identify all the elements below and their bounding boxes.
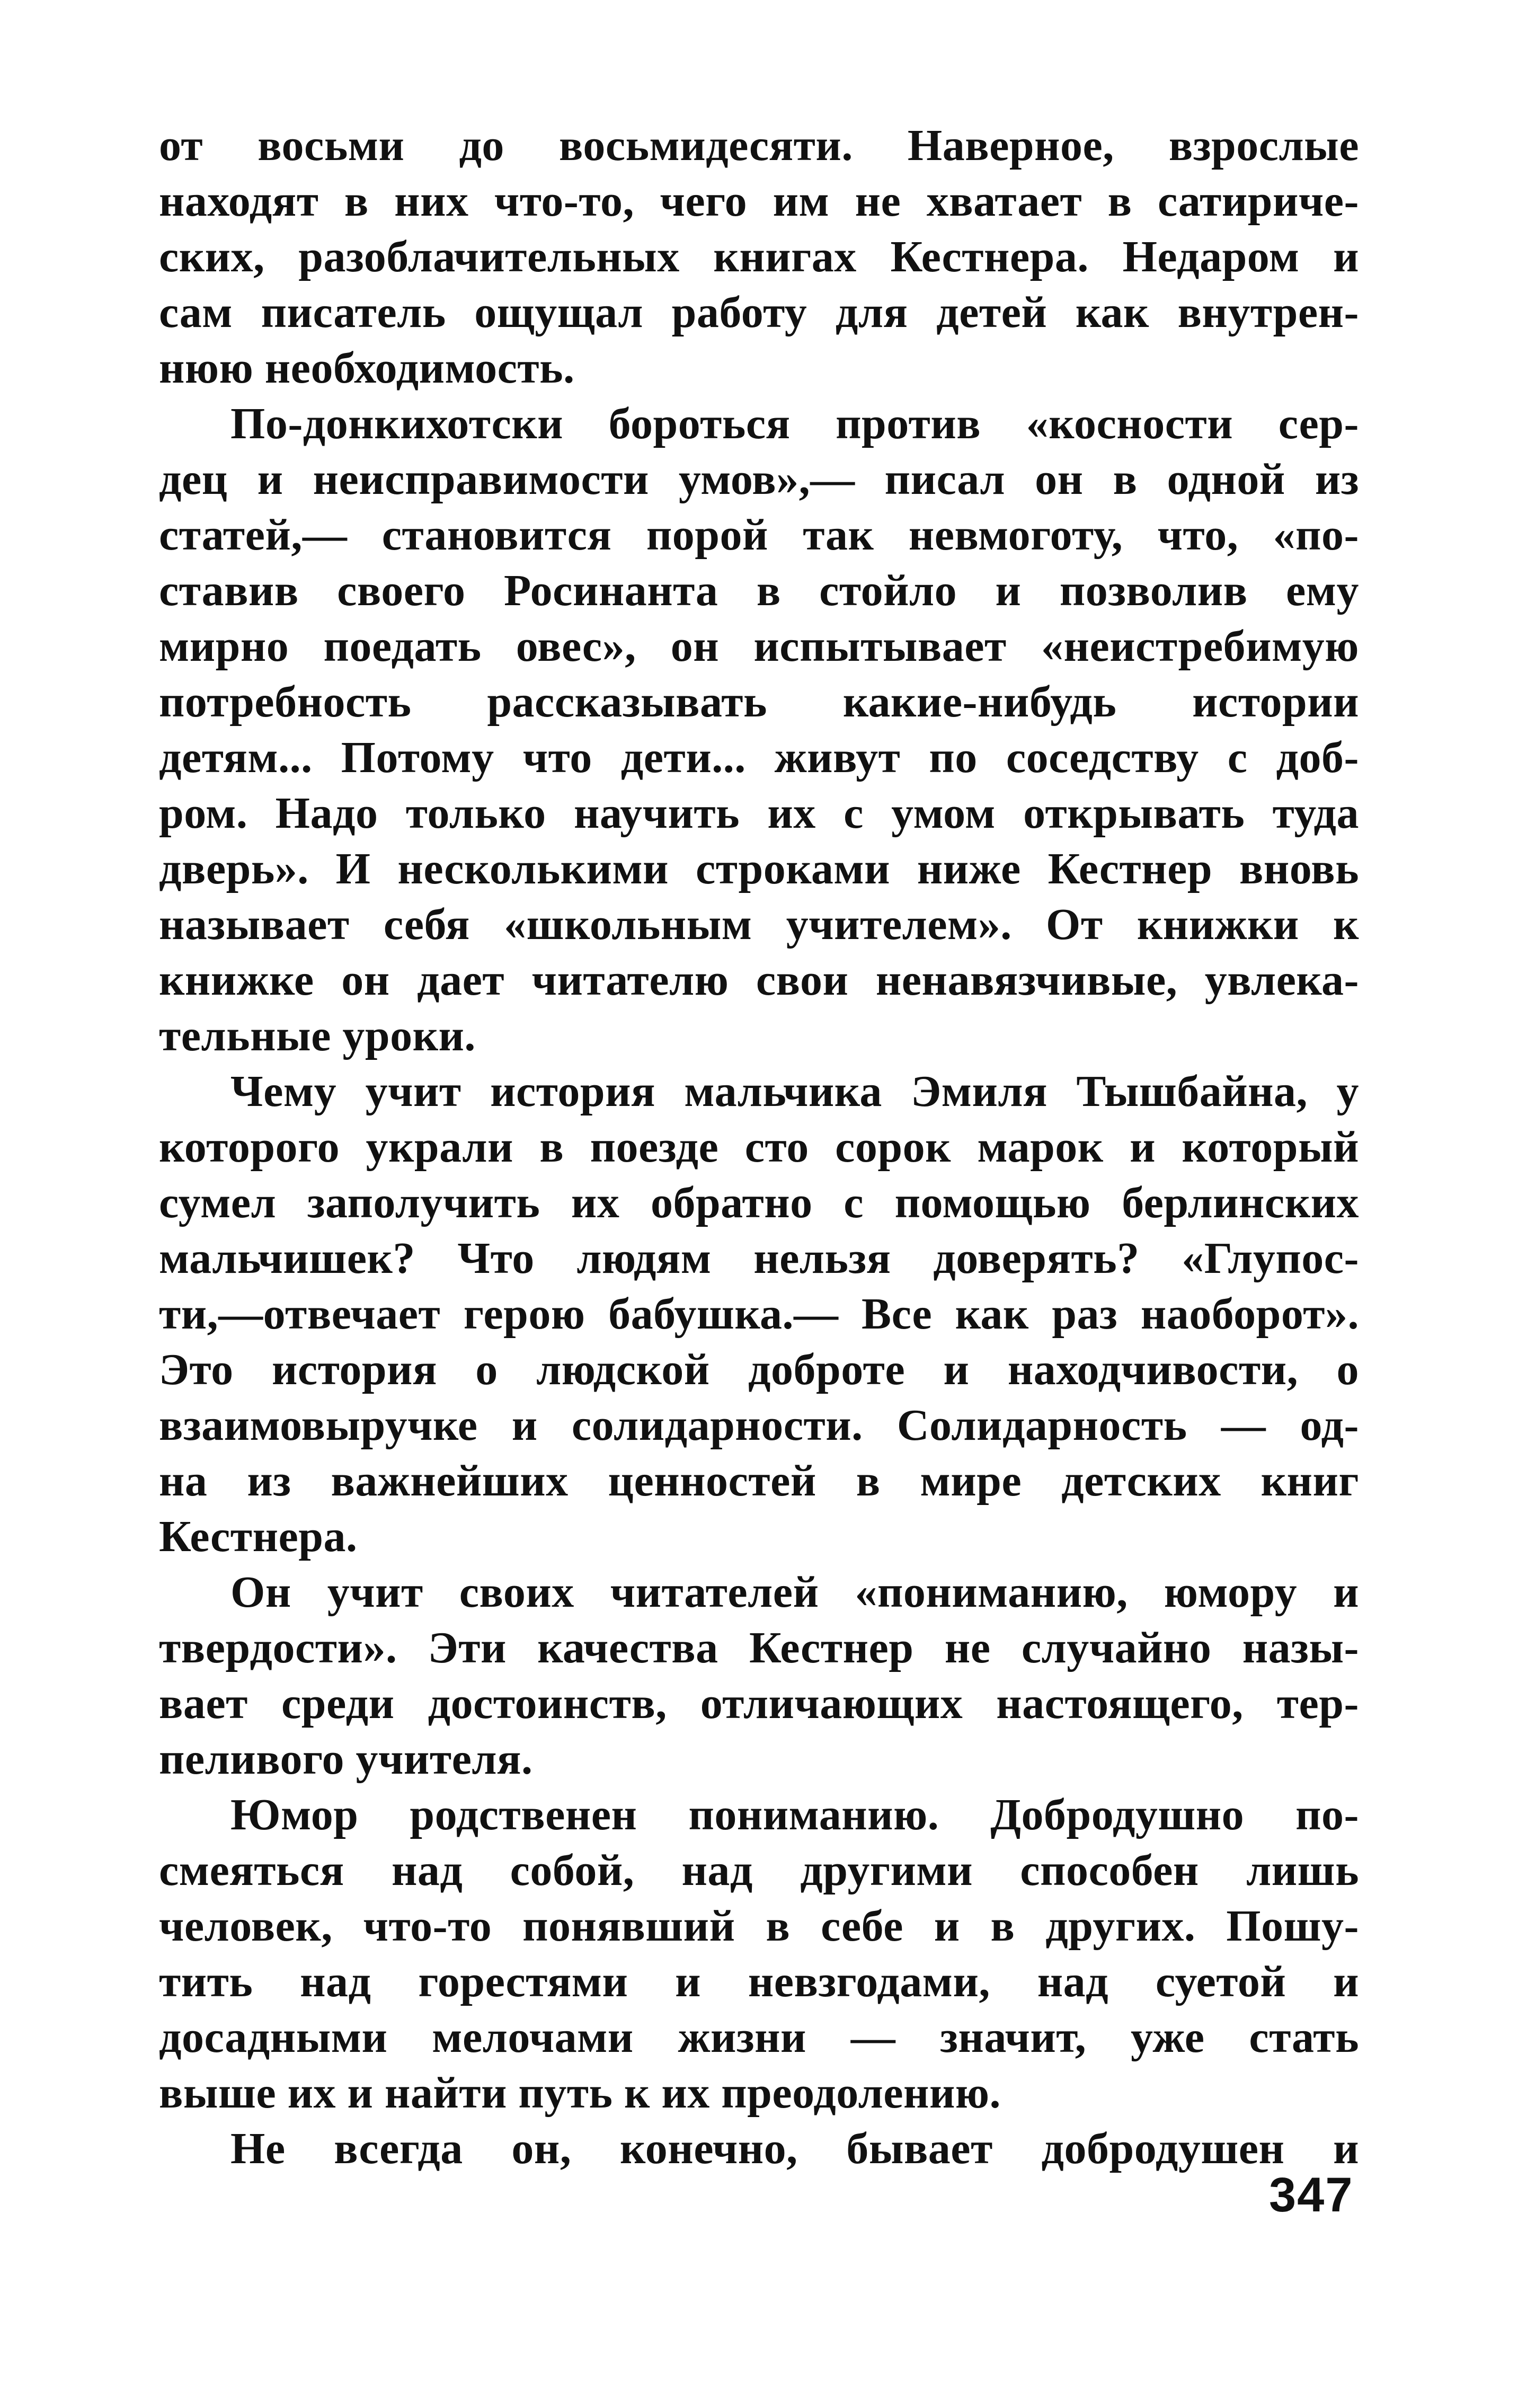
text-line: Он учит своих читателей «пониманию, юмору и <box>230 1568 1359 1617</box>
text-line: дверь». И несколькими строками ниже Кестнер вновь <box>159 844 1359 893</box>
text-line: твердости». Эти качества Кестнер не случайно назы- <box>159 1623 1359 1672</box>
text-line: которого украли в поезде сто сорок марок и который <box>159 1122 1359 1172</box>
text-line: взаимовыручке и солидарности. Солидарность — од- <box>159 1401 1359 1450</box>
text-line: сумел заполучить их обратно с помощью берлинских <box>159 1178 1359 1227</box>
text-line: ских, разоблачительных книгах Кестнера. Недаром и <box>159 232 1359 281</box>
text-line: сам писатель ощущал работу для детей как внутрен- <box>159 288 1359 337</box>
text-line: тить над горестями и невзгодами, над суетой и <box>159 1957 1359 2006</box>
text-line: пеливого учителя. <box>159 1734 533 1784</box>
text-line: Это история о людской доброте и находчивости, о <box>159 1345 1359 1394</box>
text-line: книжке он дает читателю свои ненавязчивые, увлека- <box>159 955 1359 1005</box>
text-line: ром. Надо только научить их с умом открывать туда <box>159 789 1359 838</box>
text-line: на из важнейших ценностей в мире детских книг <box>159 1456 1359 1506</box>
text-line: ставив своего Росинанта в стойло и позволив ему <box>159 566 1359 615</box>
text-line: тельные уроки. <box>159 1011 476 1060</box>
text-line: Юмор родственен пониманию. Добродушно по- <box>230 1790 1359 1839</box>
text-line: человек, что-то понявший в себе и в других. Пошу- <box>159 1901 1359 1951</box>
text-line: Кестнера. <box>159 1512 358 1561</box>
text-line: потребность рассказывать какие-нибудь истории <box>159 677 1359 727</box>
text-line: детям... Потому что дети... живут по соседству с доб- <box>159 733 1359 782</box>
text-line: дец и неисправимости умов»,— писал он в одной из <box>159 455 1359 504</box>
text-line: смеяться над собой, над другими способен лишь <box>159 1846 1359 1895</box>
text-line: досадными мелочами жизни — значит, уже стать <box>159 2013 1359 2062</box>
page-number: 347 <box>1269 2168 1354 2222</box>
text-line: ти,—отвечает герою бабушка.— Все как раз наоборот». <box>159 1289 1359 1339</box>
body-text <box>159 118 1359 2176</box>
text-line: По-донкихотски бороться против «косности сер- <box>230 399 1359 448</box>
text-line: мальчишек? Что людям нельзя доверять? «Глупос- <box>159 1234 1359 1283</box>
text-line: мирно поедать овес», он испытывает «неистребимую <box>159 622 1359 671</box>
text-line: Чему учит история мальчика Эмиля Тышбайна, у <box>230 1067 1359 1116</box>
text-line: выше их и найти путь к их преодолению. <box>159 2068 1001 2118</box>
text-line: находят в них что-то, чего им не хватает в сатириче- <box>159 176 1359 226</box>
text-line: называет себя «школьным учителем». От книжки к <box>159 900 1359 949</box>
text-line: вает среди достоинств, отличающих настоящего, тер- <box>159 1679 1359 1728</box>
text-line: статей,— становится порой так невмоготу, что, «по- <box>159 510 1359 560</box>
text-line: нюю необходимость. <box>159 343 575 393</box>
text-line: Не всегда он, конечно, бывает добродушен и <box>230 2124 1359 2173</box>
text-line: от восьми до восьмидесяти. Наверное, взрослые <box>159 121 1359 170</box>
